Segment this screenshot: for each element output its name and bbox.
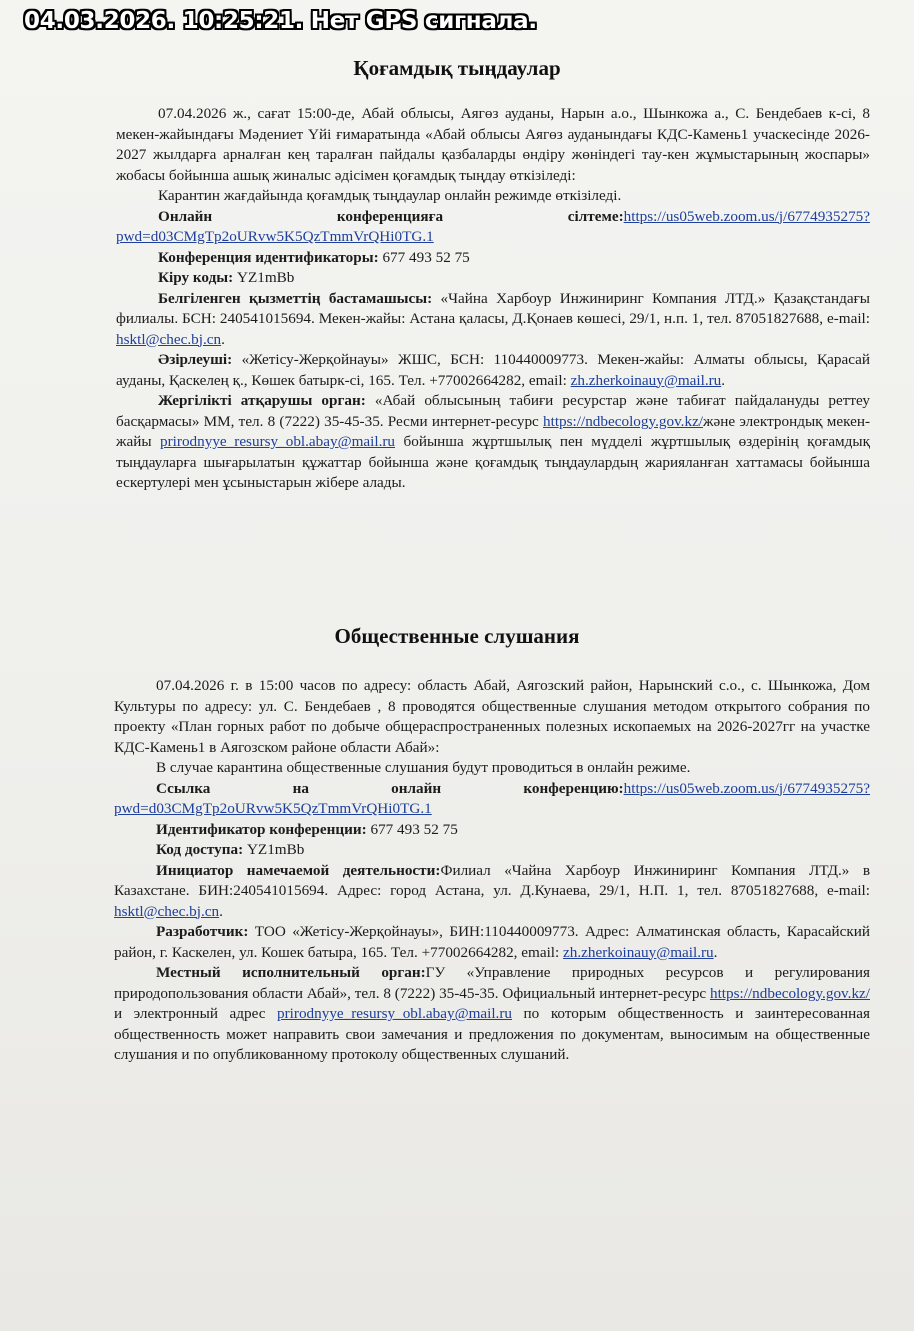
ru-developer-label: Разработчик: xyxy=(156,923,249,940)
camera-timestamp-overlay: 04.03.2026. 10:25:21. Нет GPS сигнала. xyxy=(24,8,537,34)
kz-initiator-label: Белгіленген қызметтің бастамашысы: xyxy=(158,289,433,307)
kz-initiator-text: «Чайна Харбоур Инжиниринг Компания ЛТД.» Қазақстандағы филиалы. БСН: 240541015694. Мекен-жайы: Астана қаласы, Д.Қонаев көшесі, 29/1, н.п. 1, тел. 87051827688, e-mail: xyxy=(116,289,871,327)
kz-initiator-paragraph: Белгіленген қызметтің бастамашысы: «Чайна Харбоур Инжиниринг Компания ЛТД.» Қазақстандағы филиалы. БСН: 240541015694. Мекен-жайы: Астана қаласы, Д.Қонаев көшесі, 29/1, н.п. 1, тел. 87051827688, e-mail: hsktl@chec.bj.cn. xyxy=(116,289,871,348)
kz-intro-paragraph: 07.04.2026 ж., сағат 15:00-де, Абай облысы, Аягөз ауданы, Нарын а.о., Шынкожа а., С. Бендебаев к-сі, 8 мекен-жайындағы Мәдениет Үйі ғимаратында «Абай облысы Аягөз ауданындағы КДС-Камень1 учаскесінде 2026-2027 жылдарға арналған кең таралған пайдалы қазбаларды өндіру жөніндегі тау-кен жұмыстарының жоспары» жобасы бойынша ашық жиналыс әдісімен қоғамдық тыңдау өткізіледі: xyxy=(116,105,870,184)
kz-developer-email-link[interactable]: zh.zherkoinauy@mail.ru xyxy=(570,371,722,389)
kz-section-title: Қоғамдық тыңдаулар xyxy=(353,56,561,80)
kz-authority-label: Жергілікті атқарушы орган: xyxy=(158,392,366,409)
kz-section-body xyxy=(116,104,870,494)
ru-access-code-line xyxy=(114,840,870,861)
kz-id-value: 677 493 52 75 xyxy=(378,248,470,266)
ru-authority-text-2: и электронный адрес xyxy=(114,1005,278,1022)
kz-access-code-line xyxy=(116,268,870,289)
ru-code-value: YZ1mBb xyxy=(243,841,305,858)
ru-developer-email-link[interactable]: zh.zherkoinauy@mail.ru xyxy=(563,943,714,961)
ru-conference-id-line xyxy=(114,820,870,841)
ru-link-label: Ссылка на онлайн конференцию: xyxy=(156,779,624,797)
kz-authority-email-link[interactable]: prirodnyye_resursy_obl.abay@mail.ru xyxy=(160,433,396,450)
kz-developer-text: «Жетісу-Жерқойнауы» ЖШС, БСН: 110440009773. Мекен-жайы: Алматы облысы, Қарасай ауданы, Қаскелең қ., Көшек батырк-сі, 165. Тел. +77002664282, email: xyxy=(116,351,870,389)
ru-id-value: 677 493 52 75 xyxy=(366,820,458,838)
ru-code-label: Код доступа: xyxy=(156,841,244,858)
ru-initiator-email-link[interactable]: hsktl@chec.bj.cn xyxy=(114,902,220,920)
ru-authority-label: Местный исполнительный орган: xyxy=(156,964,426,981)
ru-authority-text-1: ГУ «Управление природных ресурсов и регулирования природопользования области Абай», тел. 8 (7222) 35-45-35. Официальный интернет-ресурс xyxy=(114,964,870,1002)
ru-developer-text: ТОО «Жетісу-Жерқойнауы», БИН:110440009773. Адрес: Алматинская область, Карасайский район, г. Каскелен, ул. Кошек батыра, 165. Тел. +77002664282, email: xyxy=(114,923,870,961)
kz-authority-text-1: «Абай облысының табиғи ресурстар және табиғат пайдалануды реттеу басқармасы» ММ, тел. 8 (7222) 35-45-35. Ресми интернет-ресурс xyxy=(116,392,870,430)
kz-code-label: Кіру коды: xyxy=(158,269,234,286)
kz-authority-text-3: бойынша жұртшылық пен мүдделі жұртшылық өздерінің қоғамдық тыңдауларға шығарылатын құжаттар бойынша және қоғамдық тыңдаулардың жарияланған хаттамасы бойынша ескертулері мен ұсыныстарын жібере алады. xyxy=(116,433,870,491)
ru-section-body xyxy=(114,676,870,1066)
kz-initiator-email-link[interactable]: hsktl@chec.bj.cn xyxy=(116,330,222,348)
ru-authority-website-link[interactable]: https://ndbecology.gov.kz/ xyxy=(709,984,870,1002)
ru-id-label: Идентификатор конференции: xyxy=(156,820,367,838)
kz-link-label: Онлайн конференцияға сілтеме: xyxy=(158,207,624,225)
ru-conference-link-line xyxy=(114,779,870,820)
ru-intro-paragraph: 07.04.2026 г. в 15:00 часов по адресу: область Абай, Аягозский район, Нарынский с.о., с. Шынкожа, Дом Культуры по адресу: ул. С. Бендебаев , 8 проводятся общественные слушания методом открытого собрания по проекту «План горных работ по добыче общераспространенных полезных ископаемых на 2026-2027гг на участке КДС-Камень1 в Аягозском районе области Абай»: xyxy=(114,677,870,756)
ru-initiator-text: Филиал «Чайна Харбоур Инжиниринг Компания ЛТД.» в Казахстане. БИН:240541015694. Адрес: город Астана, ул. Д.Кунаева, 29/1, Н.П. 1, тел. 87051827688, e-mail: xyxy=(114,861,870,899)
kz-authority-text-2: және электрондық мекен-жайы xyxy=(116,412,870,450)
kz-code-value: YZ1mBb xyxy=(233,269,295,286)
ru-authority-text-3: по которым общественность и заинтересованная общественность может направить свои замечания и предложения по документам, выносимым на общественные слушания и по опубликованному протоколу общественных слушаний. xyxy=(114,1005,870,1063)
ru-authority-paragraph xyxy=(114,963,870,1066)
kz-authority-paragraph xyxy=(116,391,870,494)
ru-zoom-link[interactable]: https://us05web.zoom.us/j/6774935275?pwd=d03CMgTp2oURvw5K5QzTmmVrQHi0TG.1 xyxy=(114,779,870,817)
ru-authority-email-link[interactable]: prirodnyye_resursy_obl.abay@mail.ru xyxy=(277,1005,513,1022)
ru-initiator-paragraph: Инициатор намечаемой деятельности:Филиал «Чайна Харбоур Инжиниринг Компания ЛТД.» в Казахстане. БИН:240541015694. Адрес: город Астана, ул. Д.Кунаева, 29/1, Н.П. 1, тел. 87051827688, e-mail: hsktl@chec.bj.cn. xyxy=(114,861,870,920)
kz-zoom-link[interactable]: https://us05web.zoom.us/j/6774935275?pwd=d03CMgTp2oURvw5K5QzTmmVrQHi0TG.1 xyxy=(116,207,870,245)
ru-quarantine-note: В случае карантина общественные слушания будут проводиться в онлайн режиме. xyxy=(156,759,691,776)
ru-section-title: Общественные слушания xyxy=(334,624,580,648)
kz-conference-link-line xyxy=(116,207,870,248)
ru-developer-paragraph: Разработчик: ТОО «Жетісу-Жерқойнауы», БИН:110440009773. Адрес: Алматинская область, Карасайский район, г. Каскелен, ул. Кошек батыра, 165. Тел. +77002664282, email: zh.zherkoinauy@mail.ru. xyxy=(114,923,870,961)
kz-developer-label: Әзірлеуші: xyxy=(158,351,233,368)
kz-authority-website-link[interactable]: https://ndbecology.gov.kz/ xyxy=(543,412,704,430)
ru-initiator-label: Инициатор намечаемой деятельности: xyxy=(156,861,441,879)
kz-developer-paragraph: Әзірлеуші: «Жетісу-Жерқойнауы» ЖШС, БСН: 110440009773. Мекен-жайы: Алматы облысы, Қарасай ауданы, Қаскелең қ., Көшек батырк-сі, 165. Тел. +77002664282, email: zh.zherkoinauy@mail.ru. xyxy=(116,351,870,389)
kz-quarantine-note: Карантин жағдайында қоғамдық тыңдаулар онлайн режимде өткізіледі. xyxy=(158,187,622,204)
kz-id-label: Конференция идентификаторы: xyxy=(158,248,379,266)
kz-conference-id-line xyxy=(116,248,870,269)
